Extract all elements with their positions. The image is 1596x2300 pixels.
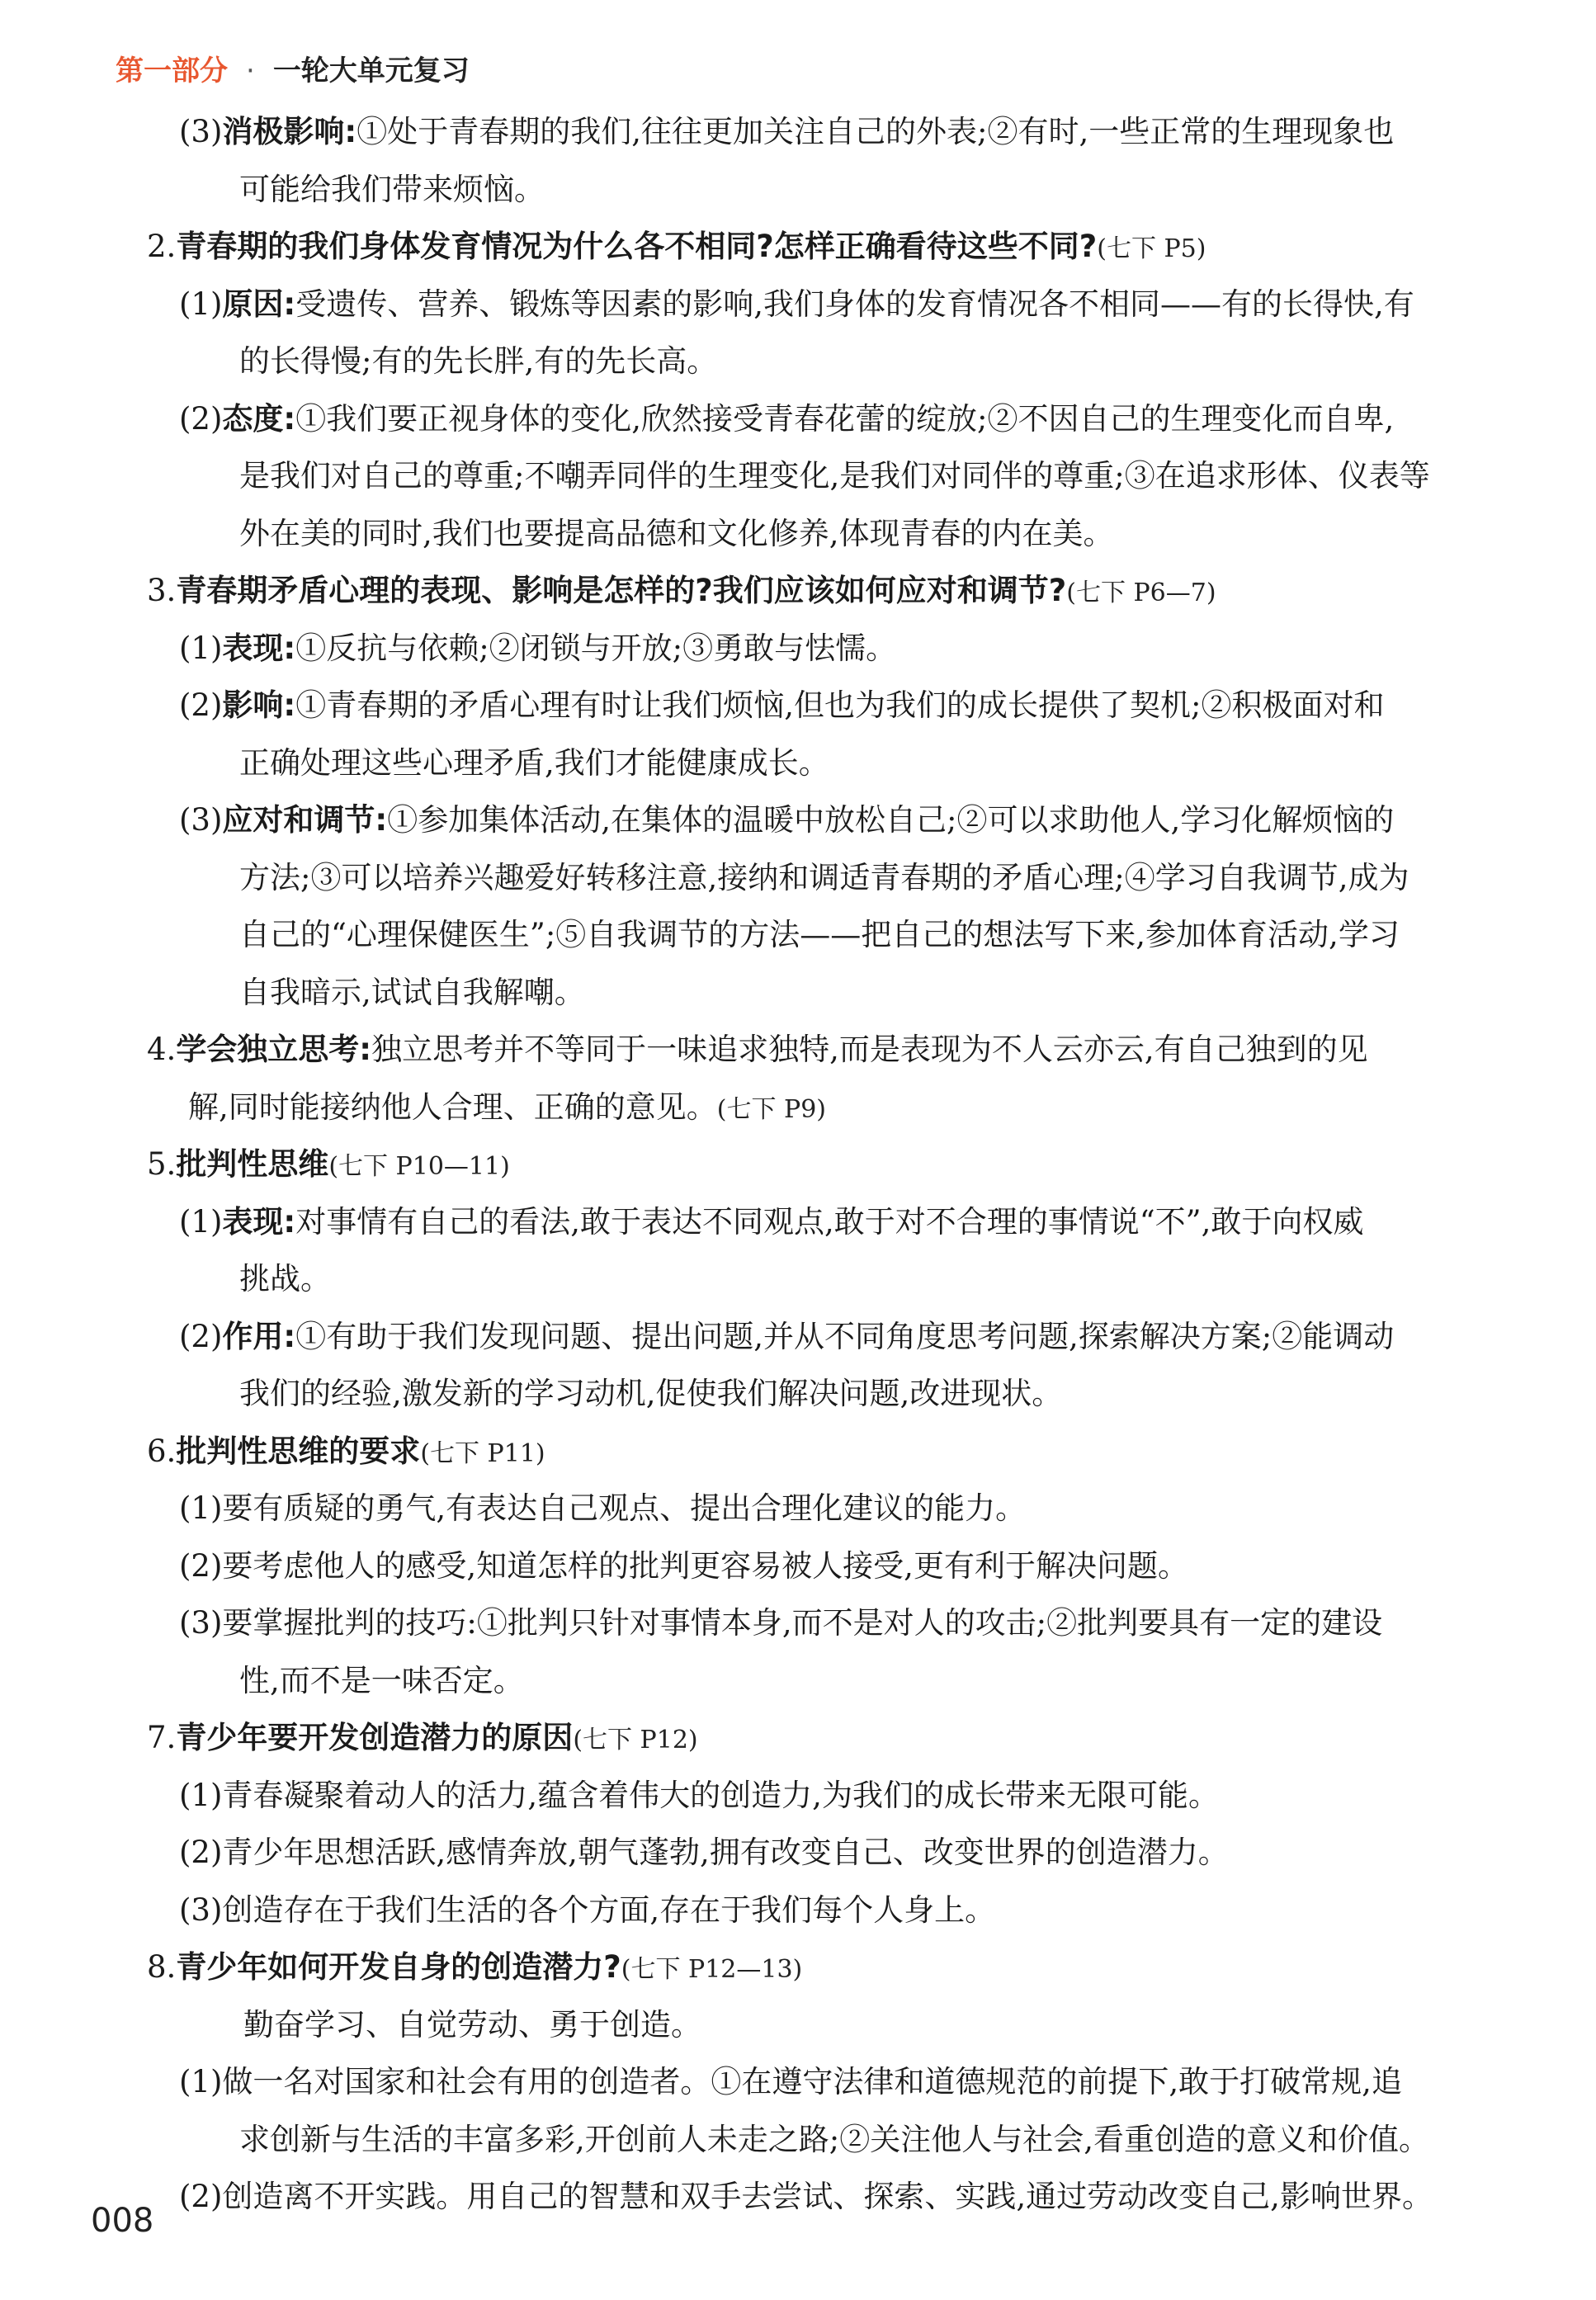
- line-bold: 作用:: [222, 1318, 296, 1354]
- text-line: [0, 1079, 1596, 1136]
- line-text: 青春凝聚着动人的活力,蕴含着伟大的创造力,为我们的成长带来无限可能。: [222, 1777, 1219, 1813]
- text-line: [0, 2053, 1596, 2111]
- text-line: [0, 1423, 1596, 1481]
- line-text: 我们的经验,激发新的学习动机,促使我们解决问题,改进现状。: [239, 1376, 1063, 1411]
- line-text: 求创新与生活的丰富多彩,开创前人未走之路;②关注他人与社会,看重创造的意义和价值。: [239, 2121, 1429, 2157]
- text-line: [0, 1824, 1596, 1882]
- line-label: (1): [179, 1777, 223, 1813]
- text-line: [0, 2168, 1596, 2226]
- text-line: [0, 1882, 1596, 1939]
- line-ref: (七下 P12): [573, 1726, 698, 1755]
- line-bold: 表现:: [222, 1203, 296, 1240]
- line-label: (2): [179, 687, 223, 723]
- text-line: [0, 1537, 1596, 1595]
- line-text: 受遗传、营养、锻炼等因素的影响,我们身体的发育情况各不相同——有的长得快,有: [295, 286, 1414, 322]
- line-label: 4.: [147, 1032, 177, 1067]
- text-line: [0, 1652, 1596, 1710]
- line-text: 挑战。: [239, 1261, 331, 1296]
- text-line: [0, 1996, 1596, 2054]
- line-text: 的长得慢;有的先长胖,有的先长高。: [239, 343, 718, 379]
- line-text: 是我们对自己的尊重;不嘲弄同伴的生理变化,是我们对同伴的尊重;③在追求形体、仪表等: [239, 458, 1430, 494]
- line-text: 自己的“心理保健医生”;⑤自我调节的方法——把自己的想法写下来,参加体育活动,学习: [239, 917, 1400, 952]
- text-line: [0, 2111, 1596, 2169]
- line-bold: 消极影响:: [222, 114, 357, 149]
- text-line: [0, 103, 1596, 161]
- text-line: [0, 1021, 1596, 1079]
- line-text: 解,同时能接纳他人合理、正确的意见。: [188, 1089, 717, 1125]
- line-text: 方法;③可以培养兴趣爱好转移注意,接纳和调适青春期的矛盾心理;④学习自我调节,成为: [239, 859, 1409, 895]
- line-bold: 学会独立思考:: [176, 1032, 372, 1067]
- line-text: 要有质疑的勇气,有表达自己观点、提出合理化建议的能力。: [222, 1490, 1027, 1526]
- line-label: (3): [179, 114, 223, 149]
- text-line: [0, 505, 1596, 563]
- text-line: [0, 1365, 1596, 1423]
- line-ref: (七下 P9): [716, 1094, 826, 1124]
- line-text: ①参加集体活动,在集体的温暖中放松自己;②可以求助他人,学习化解烦恼的: [387, 802, 1395, 838]
- text-line: [0, 906, 1596, 964]
- line-text: 自我暗示,试试自我解嘲。: [239, 974, 585, 1010]
- line-bold: 青春期的我们身体发育情况为什么各不相同?怎样正确看待这些不同?: [176, 229, 1098, 264]
- text-line: [0, 333, 1596, 390]
- line-ref: (七下 P6—7): [1066, 579, 1216, 607]
- line-ref: (七下 P11): [420, 1438, 545, 1468]
- line-text: 可能给我们带来烦恼。: [239, 171, 545, 207]
- text-line: [0, 964, 1596, 1022]
- text-line: [0, 218, 1596, 276]
- line-text: 创造存在于我们生活的各个方面,存在于我们每个人身上。: [222, 1891, 996, 1928]
- line-label: (2): [179, 1835, 223, 1870]
- line-bold: 批判性思维: [176, 1146, 329, 1182]
- text-line: [0, 1308, 1596, 1366]
- header-subtitle: 一轮大单元复习: [272, 54, 470, 87]
- line-ref: (七下 P12—13): [621, 1955, 803, 1984]
- line-text: 对事情有自己的看法,敢于表达不同观点,敢于对不合理的事情说“不”,敢于向权威: [295, 1203, 1364, 1240]
- text-line: [0, 849, 1596, 907]
- line-text: ①处于青春期的我们,往往更加关注自己的外表;②有时,一些正常的生理现象也: [357, 114, 1395, 149]
- line-label: (2): [179, 400, 223, 437]
- line-ref: (七下 P10—11): [328, 1152, 510, 1181]
- text-line: [0, 447, 1596, 505]
- line-bold: 青少年要开发创造潜力的原因: [176, 1720, 574, 1755]
- line-label: (1): [179, 2064, 223, 2099]
- text-line: [0, 1709, 1596, 1767]
- line-label: 2.: [147, 229, 177, 264]
- line-label: (3): [179, 802, 223, 838]
- line-label: 8.: [147, 1949, 177, 1985]
- line-label: (1): [179, 630, 223, 666]
- line-text: 创造离不开实践。用自己的智慧和双手去尝试、探索、实践,通过劳动改变自己,影响世界。: [222, 2179, 1433, 2214]
- line-bold: 影响:: [222, 687, 296, 723]
- line-bold: 应对和调节:: [222, 802, 388, 838]
- line-bold: 表现:: [222, 630, 296, 666]
- line-bold: 态度:: [222, 400, 296, 437]
- text-line: [0, 1939, 1596, 1996]
- line-label: (2): [179, 2179, 223, 2214]
- section-title: 第一部分: [116, 54, 228, 87]
- text-line: [0, 1594, 1596, 1652]
- line-label: (2): [179, 1318, 223, 1354]
- text-line: [0, 1250, 1596, 1308]
- page-number: 008: [91, 2202, 154, 2240]
- line-bold: 青少年如何开发自身的创造潜力?: [176, 1949, 621, 1985]
- page-body: [0, 103, 1596, 2226]
- line-text: 做一名对国家和社会有用的创造者。①在遵守法律和道德规范的前提下,敢于打破常规,追: [222, 2064, 1402, 2099]
- text-line: [0, 1136, 1596, 1193]
- line-ref: (七下 P5): [1097, 234, 1206, 263]
- line-text: 性,而不是一味否定。: [239, 1662, 524, 1698]
- running-header: [116, 51, 470, 91]
- line-label: (2): [179, 1547, 223, 1584]
- text-line: [0, 791, 1596, 849]
- line-text: 外在美的同时,我们也要提高品德和文化修养,体现青春的内在美。: [239, 515, 1114, 551]
- line-text: 要掌握批判的技巧:①批判只针对事情本身,而不是对人的攻击;②批判要具有一定的建设: [222, 1605, 1383, 1641]
- text-line: [0, 734, 1596, 792]
- text-line: [0, 1480, 1596, 1537]
- text-line: [0, 1767, 1596, 1825]
- text-line: [0, 390, 1596, 448]
- line-label: 3.: [147, 573, 177, 608]
- line-bold: 原因:: [222, 286, 296, 322]
- header-separator: ·: [246, 54, 255, 87]
- line-text: ①我们要正视身体的变化,欣然接受青春花蕾的绽放;②不因自己的生理变化而自卑,: [295, 400, 1395, 437]
- line-bold: 青春期矛盾心理的表现、影响是怎样的?我们应该如何应对和调节?: [176, 573, 1067, 608]
- text-line: [0, 620, 1596, 678]
- text-line: [0, 1193, 1596, 1251]
- text-line: [0, 677, 1596, 734]
- line-label: 6.: [147, 1433, 177, 1469]
- line-text: ①青春期的矛盾心理有时让我们烦恼,但也为我们的成长提供了契机;②积极面对和: [295, 687, 1385, 723]
- line-label: 7.: [147, 1720, 177, 1755]
- line-label: (1): [179, 286, 223, 322]
- line-text: 要考虑他人的感受,知道怎样的批判更容易被人接受,更有利于解决问题。: [222, 1547, 1188, 1584]
- line-label: (3): [179, 1605, 223, 1641]
- line-label: 5.: [147, 1146, 177, 1182]
- text-line: [0, 161, 1596, 219]
- line-label: (3): [179, 1891, 223, 1928]
- line-text: 独立思考并不等同于一味追求独特,而是表现为不人云亦云,有自己独到的见: [371, 1032, 1368, 1067]
- line-text: ①反抗与依赖;②闭锁与开放;③勇敢与怯懦。: [295, 630, 897, 666]
- line-text: 青少年思想活跃,感情奔放,朝气蓬勃,拥有改变自己、改变世界的创造潜力。: [222, 1835, 1229, 1870]
- text-line: [0, 562, 1596, 620]
- line-label: (1): [179, 1203, 223, 1240]
- text-line: [0, 276, 1596, 333]
- line-text: ①有助于我们发现问题、提出问题,并从不同角度思考问题,探索解决方案;②能调动: [295, 1318, 1395, 1354]
- line-text: 正确处理这些心理矛盾,我们才能健康成长。: [239, 744, 829, 781]
- line-text: 勤奋学习、自觉劳动、勇于创造。: [243, 2006, 701, 2043]
- line-label: (1): [179, 1490, 223, 1526]
- line-bold: 批判性思维的要求: [176, 1433, 421, 1469]
